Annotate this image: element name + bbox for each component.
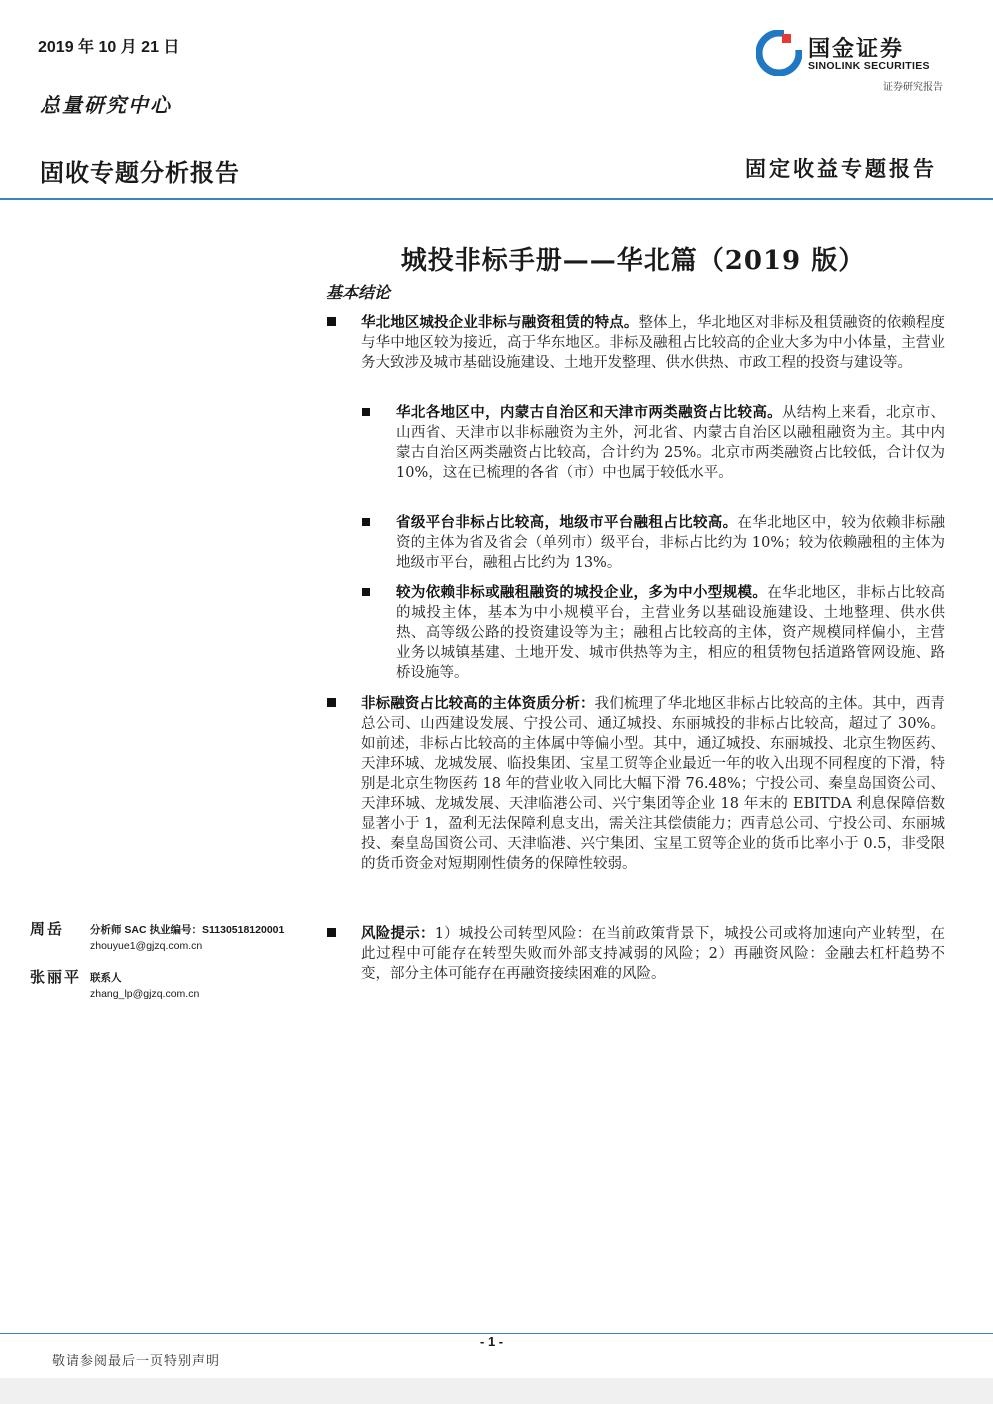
conclusion-subpoint xyxy=(396,583,945,683)
department-name: 总量研究中心 xyxy=(40,93,172,117)
analyst-email[interactable]: zhouyue1@gjzq.com.cn xyxy=(90,940,203,952)
bullet-icon xyxy=(327,928,336,937)
logo-en-text: SINOLINK SECURITIES xyxy=(808,60,930,72)
sub-bullet-icon xyxy=(362,518,370,526)
page-bottom-band xyxy=(0,1378,993,1404)
page-number: - 1 - xyxy=(480,1334,504,1349)
point-text: 从结构上来看，北京市、山西省、天津市以非标融资为主外，河北省、内蒙古自治区以融租融资为主。其中内蒙古自治区两类融资占比较高，合计约为 25%。北京市两类融资占比较低，合计仅为 10%，这在已梳理的各省（市）中也属于较低水平。 xyxy=(396,405,946,481)
section-heading: 基本结论 xyxy=(326,283,391,302)
report-title: 城投非标手册——华北篇（2019 版） xyxy=(400,246,866,276)
risk-warning xyxy=(361,924,945,984)
report-date: 2019 年 10 月 21 日 xyxy=(38,39,180,56)
point-text: 在华北地区，非标占比较高的城投主体，基本为中小规模平台，主营业务以基础设施建设、土地整理、供水供热、高等级公路的投资建设等为主；融租占比较高的主体，资产规模同样偏小，主营业务以城镇基建、土地开发、城市供热等为主，相应的租赁物包括道路管网设施、路桥设施等。 xyxy=(396,585,946,681)
report-type-left: 固收专题分析报告 xyxy=(40,159,240,187)
conclusion-point xyxy=(361,313,945,373)
point-lead: 省级平台非标占比较高，地级市平台融租占比较高。 xyxy=(396,514,738,531)
analyst-role: 联系人 xyxy=(90,972,122,984)
footer-disclaimer: 敬请参阅最后一页特别声明 xyxy=(52,1354,221,1369)
bullet-icon xyxy=(327,698,336,707)
point-text: 我们梳理了华北地区非标占比较高的主体。其中，西青总公司、山西建设发展、宁投公司、通辽城投、东丽城投的非标占比较高，超过了 30%。如前述，非标占比较高的主体属中等偏小型。其中，通辽城投、东丽城投、北京生物医药、天津环城、龙城发展、临投集团、宝星工贸等企业最近一年的收入出现不同程度的下滑，特别是北京生物医药 18 年的营业收入同比大幅下滑 76.48%；宁投公司、秦皇岛国资公司、天津环城、龙城发展、天津临港公司、兴宁集团等企业 18 年末的 EBITDA 利息保障倍数显著小于 1，盈利无法保障利息支出，需关注其偿债能力；西青总公司、宁投公司、东丽城投、秦皇岛国资公司、天津临港、兴宁集团、宝星工贸等企业的货币比率小于 0.5，非受限的货币资金对短期刚性债务的保障性较弱。 xyxy=(361,696,945,872)
conclusion-point xyxy=(361,694,945,874)
conclusion-subpoint xyxy=(396,403,945,483)
analyst-info xyxy=(90,922,284,954)
bullet-icon xyxy=(327,317,336,326)
report-type-right: 固定收益专题报告 xyxy=(745,156,937,181)
analyst-role: 分析师 SAC 执业编号：S1130518120001 xyxy=(90,924,285,936)
point-lead: 风险提示： xyxy=(361,925,435,942)
point-lead: 非标融资占比较高的主体资质分析： xyxy=(361,695,595,712)
sub-bullet-icon xyxy=(362,408,370,416)
point-text: 1）城投公司转型风险：在当前政策背景下，城投公司或将加速向产业转型，在此过程中可能存在转型失败而外部支持减弱的风险；2）再融资风险：金融去杠杆趋势不变，部分主体可能存在再融资接续困难的风险。 xyxy=(361,926,945,982)
point-lead: 华北地区城投企业非标与融资租赁的特点。 xyxy=(361,314,639,331)
point-text: 整体上，华北地区对非标及租赁融资的依赖程度与华中地区较为接近，高于华东地区。非标及融租占比较高的企业大多为中小体量，主营业务大致涉及城市基础设施建设、土地开发整理、供水供热、市政工程的投资与建设等。 xyxy=(361,315,946,371)
analyst-info xyxy=(90,970,199,1002)
point-text: 在华北地区中，较为依赖非标融资的主体为省及省会（单列市）级平台，非标占比约为 10%；较为依赖融租的主体为地级市平台，融租占比约为 13%。 xyxy=(396,515,945,571)
logo-cn-text: 国金证券 xyxy=(808,37,905,62)
header-divider xyxy=(0,198,993,200)
logo-subtitle: 证券研究报告 xyxy=(883,82,943,93)
sub-bullet-icon xyxy=(362,588,370,596)
analyst-name: 张丽平 xyxy=(30,968,82,986)
sinolink-logo-icon xyxy=(756,30,802,76)
conclusion-subpoint xyxy=(396,513,945,573)
point-lead: 较为依赖非标或融租融资的城投企业，多为中小型规模。 xyxy=(396,584,768,601)
analyst-email[interactable]: zhang_lp@gjzq.com.cn xyxy=(90,988,200,1000)
point-lead: 华北各地区中，内蒙古自治区和天津市两类融资占比较高。 xyxy=(396,404,783,421)
analyst-name: 周岳 xyxy=(30,920,65,938)
company-logo xyxy=(756,30,946,80)
